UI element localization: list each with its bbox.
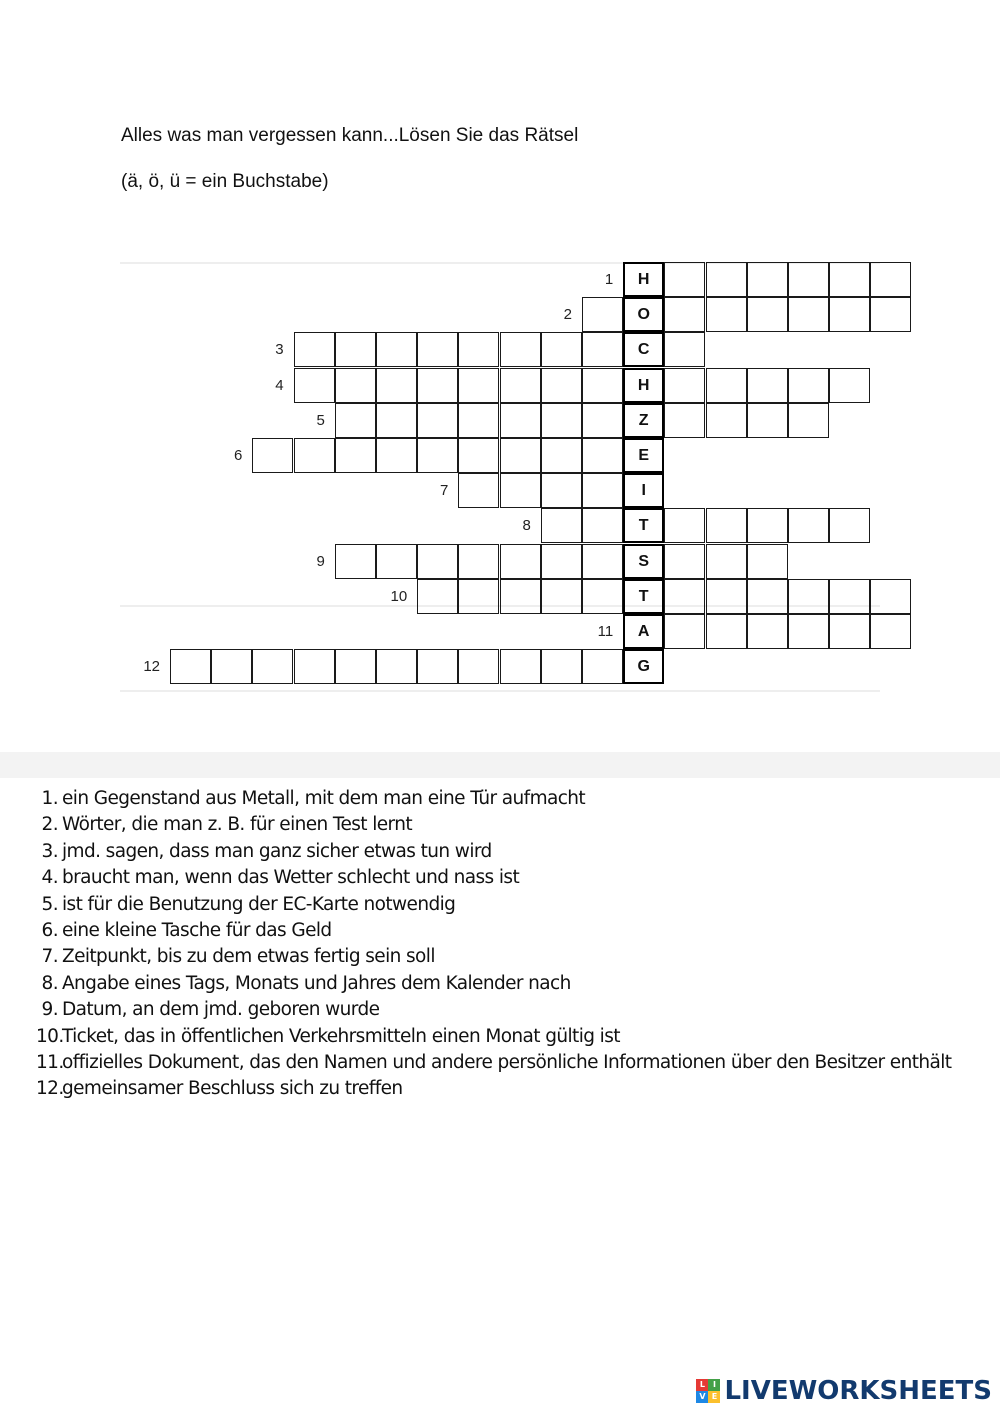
- answer-cell[interactable]: [582, 438, 623, 473]
- answer-cell[interactable]: [376, 403, 417, 438]
- clue-item: [36, 839, 951, 865]
- answer-cell[interactable]: [788, 614, 829, 649]
- page-title: Alles was man vergessen kann...Lösen Sie das Rätsel: [121, 125, 579, 146]
- clue-text: offizielles Dokument, das den Namen und andere persönliche Informationen über den Besitzer enthält: [62, 1051, 952, 1073]
- clue-text: Angabe eines Tags, Monats und Jahres dem Kalender nach: [62, 972, 571, 994]
- clue-number-9: 9: [316, 552, 325, 570]
- clue-index: 1.: [41, 788, 58, 809]
- scan-shadow: [0, 752, 1000, 778]
- answer-cell[interactable]: [582, 579, 623, 614]
- answer-cell[interactable]: [500, 403, 541, 438]
- answer-cell[interactable]: [541, 649, 582, 684]
- clue-list: [36, 786, 951, 1103]
- clue-index: 11.: [36, 1051, 64, 1073]
- answer-cell[interactable]: [417, 438, 458, 473]
- clue-number-1: 1: [604, 271, 614, 288]
- solution-letter: T: [638, 517, 649, 535]
- answer-cell[interactable]: [335, 544, 376, 579]
- answer-cell[interactable]: [335, 649, 376, 684]
- answer-cell[interactable]: [582, 649, 623, 684]
- liveworksheets-logo-icon: [696, 1379, 720, 1403]
- clue-index: 3.: [41, 840, 58, 862]
- clue-number-3: 3: [275, 341, 284, 359]
- answer-cell[interactable]: [664, 579, 705, 614]
- clue-item: [36, 812, 951, 838]
- answer-cell[interactable]: [706, 262, 747, 297]
- clue-text: braucht man, wenn das Wetter schlecht und nass ist: [62, 867, 520, 889]
- answer-cell[interactable]: [788, 368, 829, 403]
- solution-letter: G: [637, 658, 650, 676]
- clue-index: 12.: [36, 1078, 64, 1100]
- answer-cell[interactable]: [664, 368, 705, 403]
- clue-index: 5.: [41, 893, 58, 915]
- answer-cell[interactable]: [458, 473, 499, 508]
- answer-cell[interactable]: [829, 262, 870, 297]
- answer-cell[interactable]: [335, 332, 376, 367]
- clue-number-6: 6: [234, 447, 243, 464]
- answer-cell[interactable]: [376, 332, 417, 367]
- liveworksheets-logo: [696, 1374, 992, 1408]
- answer-cell[interactable]: [458, 332, 499, 367]
- answer-cell[interactable]: [747, 262, 788, 297]
- clue-item: [36, 918, 951, 944]
- solution-letter: Z: [638, 411, 649, 429]
- answer-cell[interactable]: [417, 332, 458, 367]
- clue-number-5: 5: [316, 411, 325, 429]
- answer-cell[interactable]: [376, 368, 417, 403]
- answer-cell[interactable]: [747, 403, 788, 438]
- clue-item: [36, 944, 951, 970]
- answer-cell[interactable]: [582, 332, 623, 367]
- answer-cell[interactable]: [458, 579, 499, 614]
- clue-item: [36, 1024, 951, 1050]
- answer-cell[interactable]: [706, 614, 747, 649]
- clue-item: [36, 892, 951, 918]
- clue-item: [36, 1050, 951, 1076]
- answer-cell[interactable]: [747, 579, 788, 614]
- solution-letter: T: [638, 587, 649, 605]
- answer-cell[interactable]: [211, 649, 252, 684]
- answer-cell[interactable]: [706, 579, 747, 614]
- answer-cell[interactable]: [582, 544, 623, 579]
- clue-item: [36, 997, 951, 1023]
- answer-cell[interactable]: [582, 508, 623, 543]
- solution-letter: A: [637, 623, 650, 640]
- logo-icon-tile: L: [696, 1379, 708, 1391]
- answer-cell[interactable]: [541, 438, 582, 473]
- answer-cell[interactable]: [500, 332, 541, 367]
- answer-cell[interactable]: [376, 544, 417, 579]
- answer-cell[interactable]: [335, 403, 376, 438]
- answer-cell[interactable]: [541, 403, 582, 438]
- answer-cell[interactable]: [376, 438, 417, 473]
- answer-cell[interactable]: [747, 508, 788, 543]
- answer-cell[interactable]: [706, 368, 747, 403]
- scan-artifact: [120, 690, 880, 692]
- answer-cell[interactable]: [541, 473, 582, 508]
- answer-cell[interactable]: [747, 368, 788, 403]
- clue-index: 10.: [36, 1025, 64, 1047]
- answer-cell[interactable]: [582, 297, 623, 332]
- answer-cell[interactable]: [417, 579, 458, 614]
- answer-cell[interactable]: [335, 368, 376, 403]
- solution-letter: H: [637, 271, 650, 288]
- logo-text: LIVEWORKSHEETS: [724, 1376, 992, 1406]
- clue-item: [36, 1076, 951, 1102]
- answer-cell[interactable]: [664, 544, 705, 579]
- answer-cell[interactable]: [252, 438, 293, 473]
- clue-number-4: 4: [275, 376, 284, 394]
- answer-cell[interactable]: [706, 297, 747, 332]
- solution-letter: C: [637, 341, 650, 359]
- answer-cell[interactable]: [582, 368, 623, 403]
- answer-cell[interactable]: [500, 473, 541, 508]
- answer-cell[interactable]: [500, 579, 541, 614]
- answer-cell[interactable]: [500, 544, 541, 579]
- clue-number-12: 12: [143, 658, 160, 676]
- answer-cell[interactable]: [541, 544, 582, 579]
- answer-cell[interactable]: [541, 579, 582, 614]
- clue-index: 7.: [41, 946, 58, 968]
- solution-letter: H: [637, 376, 650, 394]
- answer-cell[interactable]: [458, 368, 499, 403]
- answer-cell[interactable]: [664, 332, 705, 367]
- clue-text: Datum, an dem jmd. geboren wurde: [62, 999, 380, 1021]
- answer-cell[interactable]: [458, 649, 499, 684]
- answer-cell[interactable]: [582, 403, 623, 438]
- answer-cell[interactable]: [664, 297, 705, 332]
- clue-index: 4.: [41, 867, 58, 889]
- answer-cell[interactable]: [458, 544, 499, 579]
- answer-cell[interactable]: [376, 649, 417, 684]
- answer-cell[interactable]: [664, 508, 705, 543]
- clue-number-11: 11: [597, 623, 614, 640]
- logo-icon-tile: V: [696, 1391, 708, 1403]
- answer-cell[interactable]: [747, 297, 788, 332]
- solution-letter: O: [637, 306, 650, 324]
- answer-cell[interactable]: [664, 614, 705, 649]
- answer-cell[interactable]: [747, 544, 788, 579]
- answer-cell[interactable]: [500, 649, 541, 684]
- solution-letter: S: [638, 552, 650, 570]
- answer-cell[interactable]: [294, 438, 335, 473]
- answer-cell[interactable]: [252, 649, 293, 684]
- clue-index: 8.: [41, 972, 58, 994]
- clue-text: ist für die Benutzung der EC-Karte notwendig: [62, 893, 456, 915]
- clue-text: Zeitpunkt, bis zu dem etwas fertig sein soll: [62, 946, 435, 968]
- solution-letter: I: [641, 482, 646, 500]
- answer-cell[interactable]: [829, 579, 870, 614]
- answer-cell[interactable]: [417, 544, 458, 579]
- answer-cell[interactable]: [788, 508, 829, 543]
- clue-number-2: 2: [563, 306, 572, 324]
- clue-number-7: 7: [440, 482, 449, 500]
- answer-cell[interactable]: [417, 368, 458, 403]
- answer-cell[interactable]: [335, 438, 376, 473]
- answer-cell[interactable]: [788, 579, 829, 614]
- answer-cell[interactable]: [541, 508, 582, 543]
- answer-cell[interactable]: [294, 649, 335, 684]
- answer-cell[interactable]: [541, 332, 582, 367]
- clue-index: 9.: [41, 999, 58, 1021]
- answer-cell[interactable]: [417, 649, 458, 684]
- clue-text: jmd. sagen, dass man ganz sicher etwas tun wird: [62, 840, 492, 862]
- answer-cell[interactable]: [829, 297, 870, 332]
- clue-index: 2.: [41, 814, 58, 836]
- answer-cell[interactable]: [870, 297, 911, 332]
- answer-cell[interactable]: [294, 332, 335, 367]
- clue-text: ein Gegenstand aus Metall, mit dem man eine Tür aufmacht: [62, 788, 586, 809]
- answer-cell[interactable]: [582, 473, 623, 508]
- answer-cell[interactable]: [706, 544, 747, 579]
- clue-item: [36, 971, 951, 997]
- clue-text: eine kleine Tasche für das Geld: [62, 919, 332, 941]
- answer-cell[interactable]: [788, 262, 829, 297]
- clue-text: Wörter, die man z. B. für einen Test lernt: [62, 814, 413, 836]
- answer-cell[interactable]: [664, 262, 705, 297]
- answer-cell[interactable]: [747, 614, 788, 649]
- clue-text: Ticket, das in öffentlichen Verkehrsmitteln einen Monat gültig ist: [62, 1025, 620, 1047]
- answer-cell[interactable]: [829, 614, 870, 649]
- clue-index: 6.: [41, 919, 58, 941]
- answer-cell[interactable]: [788, 403, 829, 438]
- answer-cell[interactable]: [541, 368, 582, 403]
- clue-item: [36, 786, 951, 812]
- page-subtitle: (ä, ö, ü = ein Buchstabe): [121, 171, 329, 192]
- answer-cell[interactable]: [664, 403, 705, 438]
- logo-icon-tile: E: [708, 1391, 720, 1403]
- clue-text: gemeinsamer Beschluss sich zu treffen: [62, 1078, 403, 1100]
- answer-cell[interactable]: [706, 508, 747, 543]
- answer-cell[interactable]: [170, 649, 211, 684]
- answer-cell[interactable]: [829, 368, 870, 403]
- answer-cell[interactable]: [706, 403, 747, 438]
- answer-cell[interactable]: [870, 262, 911, 297]
- answer-cell[interactable]: [870, 614, 911, 649]
- answer-cell[interactable]: [458, 438, 499, 473]
- solution-letter: E: [638, 447, 650, 464]
- clue-number-10: 10: [390, 587, 408, 605]
- answer-cell[interactable]: [458, 403, 499, 438]
- answer-cell[interactable]: [500, 368, 541, 403]
- answer-cell[interactable]: [500, 438, 541, 473]
- answer-cell[interactable]: [870, 579, 911, 614]
- answer-cell[interactable]: [788, 297, 829, 332]
- clue-item: [36, 865, 951, 891]
- answer-cell[interactable]: [417, 403, 458, 438]
- logo-icon-tile: I: [708, 1379, 720, 1391]
- answer-cell[interactable]: [829, 508, 870, 543]
- answer-cell[interactable]: [294, 368, 335, 403]
- clue-number-8: 8: [522, 517, 531, 535]
